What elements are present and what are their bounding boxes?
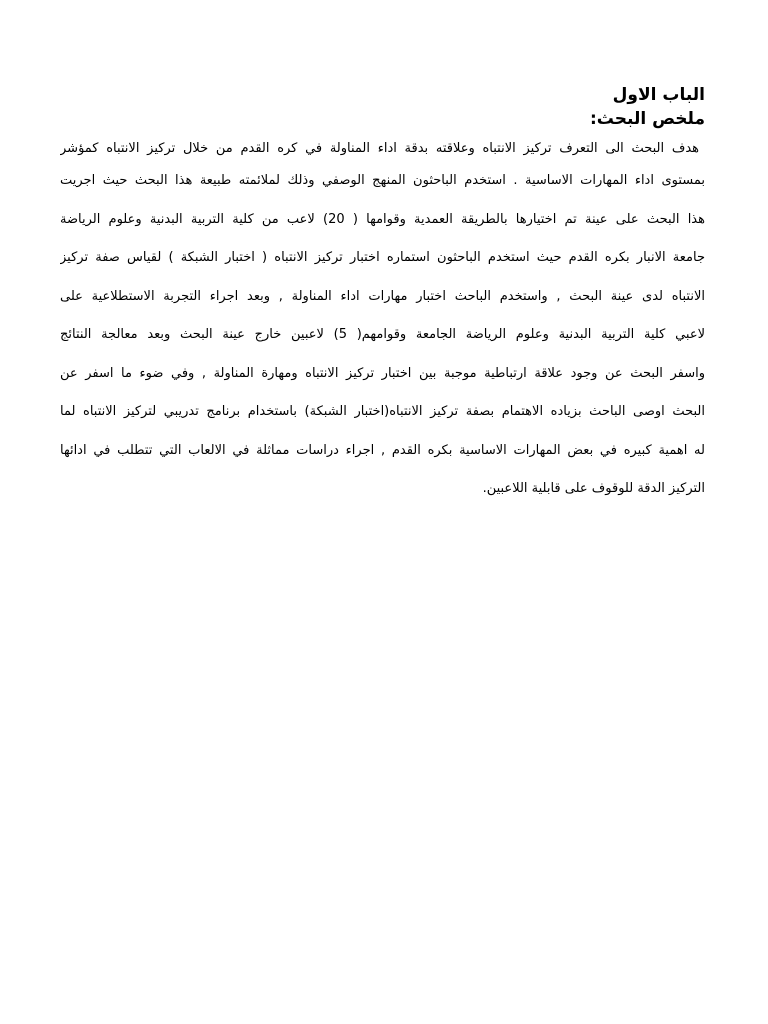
abstract-line: لاعبي كلية التربية البدنية وعلوم الرياضة الجامعة وقوامهم( 5) لاعبين خارج عينة البحث وبعد معالجة النتائج [60,327,705,342]
chapter-title: الباب الاول [612,85,705,105]
abstract-line: جامعة الانبار بكره القدم حيث استخدم الباحثون استماره اختبار تركيز الانتباه ( اختبار الشبكة ) لقياس صفة تركيز [60,250,705,265]
abstract-paragraph [60,136,705,509]
section-title: ملخص البحث: [589,109,705,129]
abstract-line: واسفر البحث عن وجود علاقة ارتباطية موجبة بين اختبار تركيز الانتباه ومهارة المناولة , وفي ضوء ما اسفر عن [60,365,705,381]
abstract-line: له اهمية كبيره في بعض المهارات الاساسية بكره القدم , اجراء دراسات مماثلة في الالعاب التي تتطلب في ادائها [60,442,705,458]
abstract-line: هذا البحث على عينة تم اختيارها بالطريقة العمدية وقوامها ( 20) لاعب من كلية التربية البدنية وعلوم الرياضة [60,211,705,227]
abstract-line: الانتباه لدى عينة البحث , واستخدم الباحث اختبار مهارات اداء المناولة , وبعد اجراء التجربة الاستطلاعية على [60,288,705,304]
abstract-line: هدف البحث الى التعرف تركيز الانتباه وعلاقته بدقة اداء المناولة في كره القدم من خلال تركيز الانتباه كمؤشر [60,141,699,156]
abstract-line: بمستوى اداء المهارات الاساسية . استخدم الباحثون المنهج الوصفي وذلك لملائمته طبيعة هذا البحث حيث اجريت [60,173,705,188]
abstract-line: التركيز الدقة للوقوف على قابلية اللاعبين. [482,481,705,496]
abstract-line: البحث اوصى الباحث بزياده الاهتمام بصفة تركيز الانتباه(اختبار الشبكة) باستخدام برنامج تدريبي لتركيز الانتباه لما [60,404,705,419]
abstract-section [60,82,705,509]
